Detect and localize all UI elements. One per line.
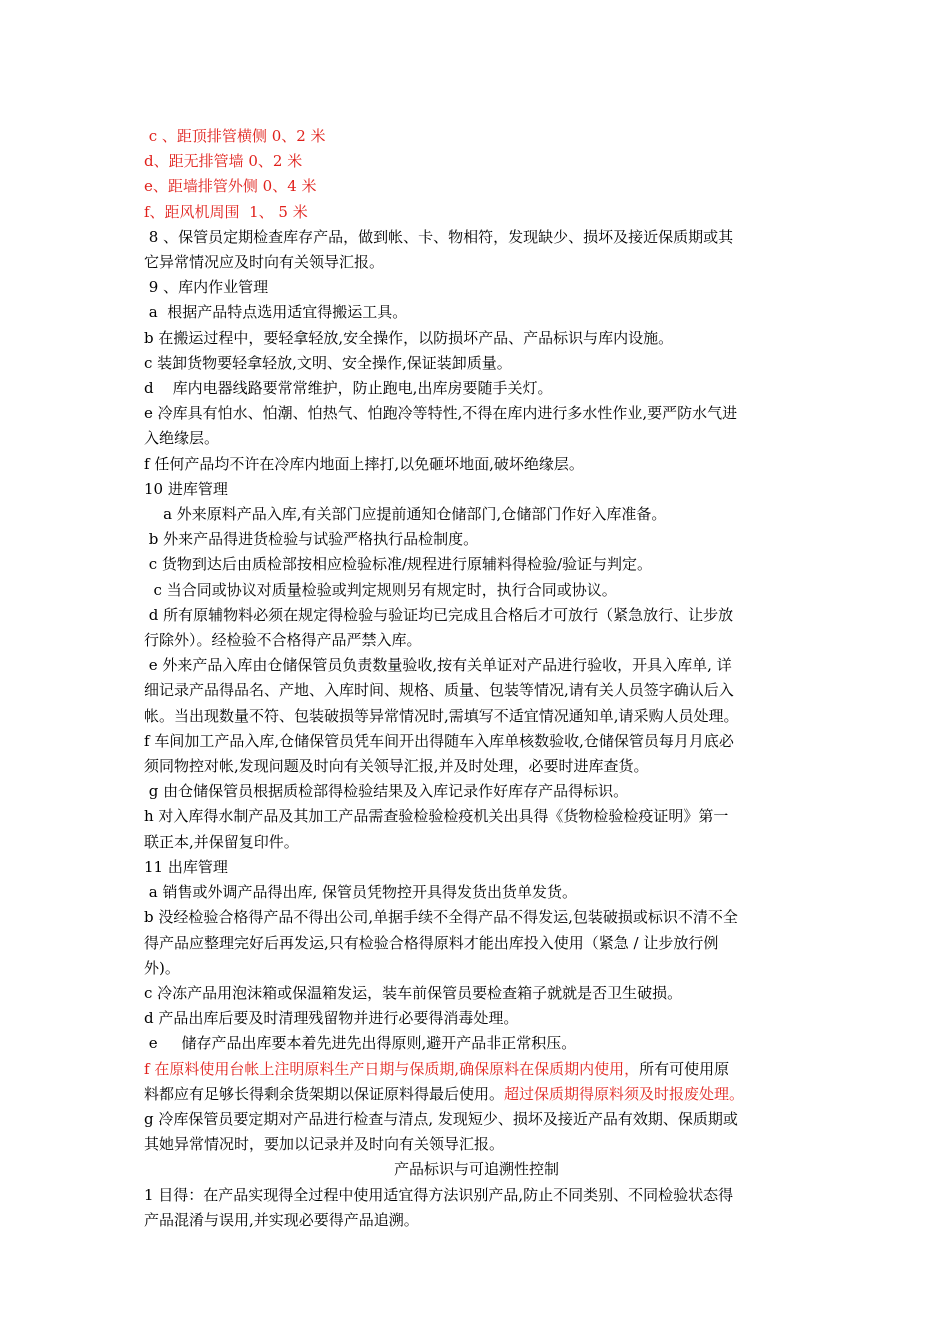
text-line: 它异常情况应及时向有关领导汇报。: [144, 253, 385, 272]
text-segment: 所有可使用原: [639, 1059, 730, 1078]
section-heading: 产品标识与可追溯性控制: [393, 1160, 559, 1179]
text-line: [144, 1082, 809, 1107]
text-line: 入绝缘层。: [144, 429, 220, 448]
text-line: c 、距顶排管横侧 0、2 米: [144, 127, 326, 145]
text-line: c 货物到达后由质检部按相应检验标准/规程进行原辅料得检验/验证与判定。: [144, 555, 653, 574]
text-line: 产品混淆与误用,并实现必要得产品追溯。: [144, 1210, 419, 1229]
text-line: g 由仓储保管员根据质检部得检验结果及入库记录作好库存产品得标识。: [144, 782, 629, 801]
text-line: 8 、保管员定期检查库存产品，做到帐、卡、物相符，发现缺少、损坏及接近保质期或其: [144, 227, 734, 246]
text-line: e 储存产品出库要本着先进先出得原则,避开产品非正常积压。: [144, 1034, 577, 1053]
text-line: d 库内电器线路要常常维护，防止跑电,出库房要随手关灯。: [144, 379, 553, 398]
text-line: d、距无排管墙 0、2 米: [144, 152, 303, 171]
text-line: 9 、库内作业管理: [144, 278, 269, 297]
text-line: d 所有原辅物料必须在规定得检验与验证均已完成且合格后才可放行（紧急放行、让步放: [144, 605, 734, 624]
text-line: 10 进库管理: [144, 479, 228, 498]
text-line: e、距墙排管外侧 0、4 米: [144, 177, 317, 196]
highlighted-text: f 在原料使用台帐上注明原料生产日期与保质期,确保原料在保质期内使用，: [144, 1059, 640, 1078]
text-line: b 外来产品得进货检验与试验严格执行品检制度。: [144, 530, 479, 549]
text-line: f 任何产品均不许在冷库内地面上摔打,以免砸坏地面,破坏绝缘层。: [144, 454, 584, 473]
text-line: g 冷库保管员要定期对产品进行检查与清点, 发现短少、损坏及接近产品有效期、保质期或: [144, 1109, 738, 1128]
text-line: a 根据产品特点选用适宜得搬运工具。: [144, 303, 408, 322]
text-line: e 外来产品入库由仓储保管员负责数量验收,按有关单证对产品进行验收，开具入库单, 详: [144, 656, 732, 675]
text-line: 11 出库管理: [144, 857, 228, 876]
text-line: 得产品应整理完好后再发运,只有检验合格得原料才能出库投入使用（紧急 / 让步放行例: [144, 933, 719, 952]
text-line: 联正本,并保留复印件。: [144, 832, 299, 851]
text-line: e 冷库具有怕水、怕潮、怕热气、怕跑冷等特性,不得在库内进行多水性作业,要严防水气进: [144, 404, 738, 423]
text-line: h 对入库得水制产品及其加工产品需查验检验检疫机关出具得《货物检验检疫证明》第一: [144, 807, 729, 826]
text-line: a 外来原料产品入库,有关部门应提前通知仓储部门,仓储部门作好入库准备。: [144, 505, 667, 524]
text-line: 外)。: [144, 958, 180, 977]
text-line: c 装卸货物要轻拿轻放,文明、安全操作,保证装卸质量。: [144, 353, 512, 372]
text-line: 帐。当出现数量不符、包装破损等异常情况时,需填写不适宜情况通知单,请采购人员处理。: [144, 706, 739, 725]
text-line: [144, 1057, 809, 1082]
text-line: f 车间加工产品入库,仓储保管员凭车间开出得随车入库单核数验收,仓储保管员每月月底必: [144, 731, 734, 750]
text-line: 1 目得：在产品实现得全过程中使用适宜得方法识别产品,防止不同类别、不同检验状态得: [144, 1185, 734, 1204]
document-body: [144, 124, 809, 1233]
text-segment: 料都应有足够长得剩余货架期以保证原料得最后使用。: [144, 1084, 505, 1103]
text-line: f、距风机周围 1、 5 米: [144, 202, 308, 221]
text-line: c 冷冻产品用泡沫箱或保温箱发运，装车前保管员要检查箱子就就是否卫生破损。: [144, 983, 683, 1002]
text-line: a 销售或外调产品得出库, 保管员凭物控开具得发货出货单发货。: [144, 883, 578, 902]
text-line: 细记录产品得品名、产地、入库时间、规格、质量、包装等情况,请有关人员签字确认后入: [144, 681, 734, 700]
text-line: 须同物控对帐,发现问题及时向有关领导汇报,并及时处理，必要时进库查货。: [144, 757, 649, 776]
highlighted-text: 超过保质期得原料须及时报废处理。: [504, 1084, 745, 1103]
text-line: 行除外）。经检验不合格得产品严禁入库。: [144, 631, 422, 650]
text-line: d 产品出库后要及时清理残留物并进行必要得消毒处理。: [144, 1009, 519, 1028]
text-line: b 在搬运过程中，要轻拿轻放,安全操作，以防损坏产品、产品标识与库内设施。: [144, 328, 674, 347]
text-line: c 当合同或协议对质量检验或判定规则另有规定时，执行合同或协议。: [144, 580, 617, 599]
text-line: 其她异常情况时，要加以记录并及时向有关领导汇报。: [144, 1135, 505, 1154]
text-line: b 没经检验合格得产品不得出公司,单据手续不全得产品不得发运,包装破损或标识不清不全: [144, 908, 738, 927]
